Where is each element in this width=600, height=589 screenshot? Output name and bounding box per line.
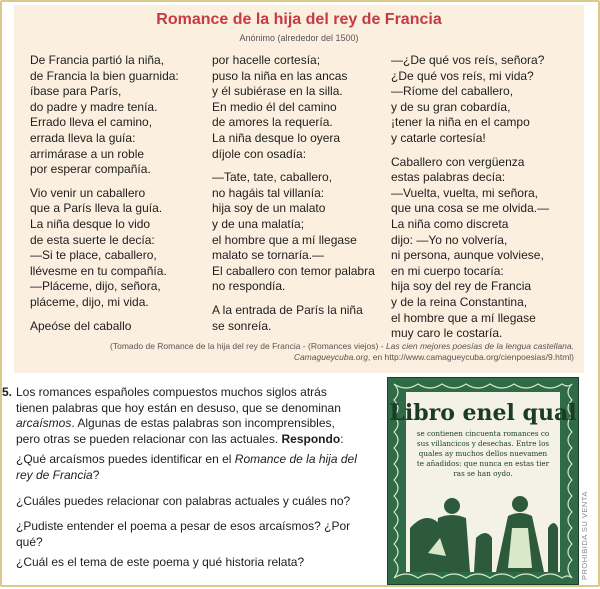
poem-line: y catarle cortesía! (391, 130, 486, 145)
poem-line: La niña desque lo oyera (212, 130, 341, 145)
poem-line: Apeóse del caballo (30, 318, 132, 333)
poem-line: De Francia partió la niña, (30, 53, 165, 67)
question-1: ¿Qué arcaísmos puedes identificar en el Romance de la hija del rey de Francia? (16, 452, 357, 482)
woodcut-line: se contienen cincuenta romances co (416, 429, 550, 438)
activity-number: 5. (2, 385, 13, 399)
poem-line: ¡tener la niña en el campo (391, 115, 530, 130)
poem-line: que una cosa se me olvida.— (391, 201, 550, 216)
poem-line: —Tate, tate, caballero, (212, 170, 333, 185)
poem-line: y él subiérase en la silla. (212, 84, 343, 99)
poem-line: y de su gran cobardía, (391, 99, 511, 114)
poem-line: que a París lleva la guía. (30, 201, 163, 216)
poem-line: —Vuelta, vuelta, mi señora, (391, 185, 538, 200)
poem-column-1 (30, 53, 179, 334)
poem-line: En medio él del camino (212, 99, 337, 114)
poem-line: Caballero con vergüenza (391, 154, 525, 169)
poem-line: no respondía. (212, 279, 286, 294)
poem-line: el hombre que a mí llegase (212, 232, 357, 247)
poem-line: hija soy de un malato (212, 201, 326, 216)
poem-line: La niña como discreta (391, 216, 509, 231)
poem-line: —Si te place, caballero, (30, 248, 157, 263)
poem-line: en mi cuerpo tocaría: (391, 263, 504, 278)
poem-line: hija soy del rey de Francia (391, 279, 532, 294)
poem-line: errada lleva la guía: (30, 130, 136, 145)
poem-line: A la entrada de París la niña (212, 302, 363, 317)
woodcut-line: quales ay muchos dellos nuevamen (418, 449, 548, 458)
poem-line: ni persona, aunque volviese, (391, 248, 544, 263)
poem-line: llévesme en tu compañía. (30, 263, 167, 278)
poem-line: arrimárase a un roble (30, 146, 145, 161)
stanza-gap (212, 295, 375, 303)
poem-line: no hagáis tal villanía: (212, 185, 325, 200)
woodcut-line: ras se han oydo. (453, 469, 513, 478)
woodcut-line: sus villancicos y desechas. Entre los (416, 439, 550, 448)
poem-line: díjole con osadía: (212, 146, 307, 161)
poem-line: —¿De qué vos reís, señora? (391, 53, 545, 67)
woodcut-image (387, 377, 579, 585)
poem-line: —Pláceme, dijo, señora, (30, 279, 161, 294)
poem-author: Anónimo (alrededor del 1500) (239, 33, 359, 43)
poem-line: el hombre que a mí llegase (391, 310, 536, 325)
woodcut-illustration (388, 378, 578, 584)
poem-line: de esta suerte le decía: (30, 232, 155, 247)
woodcut-line: te añadidos: que nunca en estas tier (416, 459, 550, 468)
stanza-gap (212, 162, 375, 170)
poem-column-3 (391, 53, 549, 342)
poem-box (14, 5, 584, 373)
poem-line: íbase para París, (30, 84, 122, 99)
question-4: ¿Cuál es el tema de este poema y qué historia relata? (16, 555, 305, 569)
activity-intro: Los romances españoles compuestos muchos siglos atrás tienen palabras que hoy están en desuso, que se denominan arcaísmos. Algunas de estas palabras son incomprensibles, pero otras se pueden relacionar con las actuales. Respondo: (16, 385, 344, 446)
poem-line: Errado lleva el camino, (30, 115, 153, 130)
poem-line: de Francia la bien guarnida: (30, 68, 179, 83)
watermark-prohibida: PROHIBIDA SU VENTA (580, 491, 589, 580)
poem-line: puso la niña en las ancas (212, 68, 348, 83)
poem-line: y de una malatía; (212, 216, 305, 231)
poem-line: dijo: —Yo no volvería, (391, 232, 508, 247)
poem-title: Romance de la hija del rey de Francia (156, 11, 442, 28)
poem-line: y de la reina Constantina, (391, 294, 528, 309)
woodcut-text (389, 400, 576, 478)
poem-line: —Ríome del caballero, (391, 84, 514, 99)
stanza-gap (30, 311, 179, 319)
stanza-gap (30, 178, 179, 186)
poem-line: se sonreía. (212, 318, 272, 333)
poem-citation: (Tomado de Romance de la hija del rey de Francia - (Romances viejos) - Las cien mejores poesías de la lengua castellana. Camagueycuba.org, en http://www.camagueycuba.org/cienpoesias/9.html) (110, 341, 574, 362)
poem-line: Vio venir un caballero (30, 185, 146, 200)
woodcut-heading: Libro enel qual (389, 400, 577, 426)
stanza-gap (391, 147, 549, 155)
poem-line: El caballero con temor palabra (212, 263, 375, 278)
poem-line: muy caro le costaría. (391, 326, 503, 341)
poem-line: estas palabras decía: (391, 170, 506, 185)
question-3: ¿Pudiste entender el poema a pesar de esos arcaísmos? ¿Por qué? (16, 519, 351, 549)
poem-line: de amores la requería. (212, 115, 333, 130)
poem-line: ¿De qué vos reís, mi vida? (391, 68, 534, 83)
poem-line: por esperar compañía. (30, 162, 151, 177)
poem-line: La niña desque lo vido (30, 216, 151, 231)
poem-line: do padre y madre tenía. (30, 99, 158, 114)
poem-line: pláceme, dijo, mi vida. (30, 294, 149, 309)
poem-line: por hacelle cortesía; (212, 53, 321, 67)
poem-column-2 (212, 53, 375, 334)
question-2: ¿Cuáles puedes relacionar con palabras actuales y cuáles no? (16, 494, 351, 508)
poem-line: malato se tornaría.— (212, 248, 325, 263)
